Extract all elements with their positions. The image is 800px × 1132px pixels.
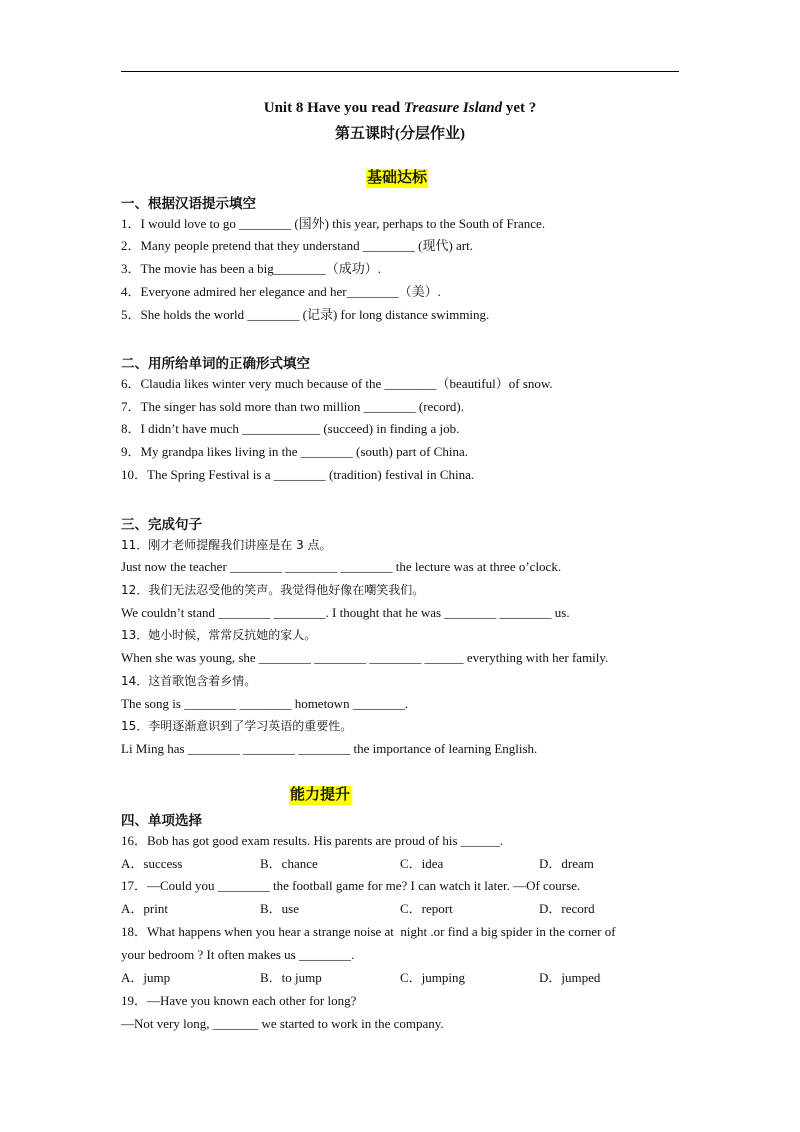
q17-option-d: D．record [539,901,595,916]
page-subtitle: 第五课时(分层作业) [335,126,465,142]
q17-option-b: B．use [260,901,300,916]
question-4: 4．Everyone admired her elegance and her________（美）. [121,284,441,299]
question-1: 1．I would love to go ________ (国外) this year, perhaps to the South of France. [121,216,546,231]
q17-option-a: A．print [121,901,168,916]
level-advanced: 能力提升 [290,787,351,803]
question-13-cn: 13．她小时候，常常反抗她的家人。 [121,628,317,642]
question-19-line2: —Not very long, _______ we started to work in the company. [121,1016,444,1031]
question-11-cn: 11．刚才老师提醒我们讲座是在 3 点。 [121,538,332,552]
question-18-line1: 18．What happens when you hear a strange noise at night .or find a big spider in the corner of [121,924,616,939]
question-14-cn: 14．这首歌饱含着乡情。 [121,674,257,688]
level-basic: 基础达标 [367,170,428,186]
question-16: 16．Bob has got good exam results. His parents are proud of his ______. [121,833,504,848]
q16-option-a: A．success [121,856,183,871]
title-text-1: Unit 8 Have you read [263,100,404,116]
q16-option-d: D．dream [539,856,594,871]
question-7: 7．The singer has sold more than two million ________ (record). [121,399,464,414]
question-17: 17．—Could you ________ the football game for me? I can watch it later. —Of course. [121,878,581,893]
title-text-2: yet ? [502,100,537,116]
header-rule [121,71,679,72]
q18-option-a: A．jump [121,970,171,985]
title-book-name: Treasure Island [403,100,503,116]
q16-option-b: B．chance [260,856,318,871]
section4-heading: 四、单项选择 [121,813,202,829]
q18-option-d: D．jumped [539,970,601,985]
question-19-line1: 19．—Have you known each other for long? [121,993,357,1008]
q18-option-b: B．to jump [260,970,322,985]
question-14-en: The song is ________ ________ hometown ________. [121,696,409,711]
question-18-line2: your bedroom ? It often makes us ________. [121,947,355,962]
question-12-cn: 12．我们无法忍受他的笑声。我觉得他好像在嘲笑我们。 [121,583,425,597]
question-8: 8．I didn’t have much ____________ (succeed) in finding a job. [121,421,460,436]
page-title [0,100,800,117]
question-6: 6．Claudia likes winter very much because of the ________（beautiful）of snow. [121,376,553,391]
question-13-en: When she was young, she ________ ________ ________ ______ everything with her family. [121,650,609,665]
q18-option-c: C．jumping [400,970,466,985]
question-9: 9．My grandpa likes living in the ________ (south) part of China. [121,444,468,459]
question-5: 5．She holds the world ________ (记录) for long distance swimming. [121,307,490,322]
question-10: 10．The Spring Festival is a ________ (tradition) festival in China. [121,467,475,482]
question-11-en: Just now the teacher ________ ________ ________ the lecture was at three o’clock. [121,559,562,574]
q16-option-c: C．idea [400,856,444,871]
section1-heading: 一、根据汉语提示填空 [121,196,256,212]
question-15-cn: 15．李明逐渐意识到了学习英语的重要性。 [121,719,353,733]
section2-heading: 二、用所给单词的正确形式填空 [121,356,310,372]
q17-option-c: C．report [400,901,453,916]
question-15-en: Li Ming has ________ ________ ________ the importance of learning English. [121,741,538,756]
question-3: 3．The movie has been a big________（成功）. [121,261,381,276]
question-12-en: We couldn’t stand ________ ________. I thought that he was ________ ________ us. [121,605,570,620]
section3-heading: 三、完成句子 [121,517,202,533]
question-2: 2．Many people pretend that they understand ________ (现代) art. [121,238,473,253]
